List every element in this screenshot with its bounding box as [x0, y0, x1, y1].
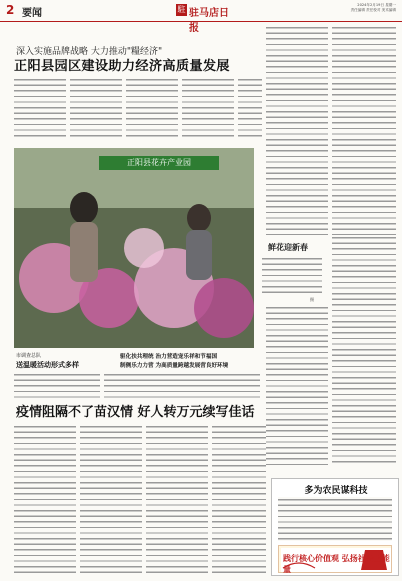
right-text-col-1: [266, 25, 328, 235]
bottom-article-title: [16, 401, 262, 420]
photo-credit: 摄: [310, 297, 314, 302]
date-info: [286, 3, 396, 13]
lead-text-col-3: [126, 77, 178, 137]
right-text-col-3: [266, 305, 328, 465]
lead-text-col-5: [238, 77, 262, 137]
section-name: 要闻: [22, 8, 42, 19]
paper-name: 驻马店日报: [189, 8, 229, 34]
lead-text-col-4: [182, 77, 234, 137]
second-left-title: 送温暖活动形式多样: [16, 361, 79, 369]
photo-caption-text: [262, 256, 322, 294]
second-mid-title-1: 驱化扶共理统 治力营造宠乐祥和节福国: [120, 354, 218, 360]
second-mid-text: [104, 372, 260, 398]
photo-caption-title: 鲜花迎新春: [268, 243, 308, 252]
bottom-text-col-1: [14, 424, 76, 574]
ad-image: [278, 545, 392, 573]
paper-logo: [176, 4, 236, 34]
lead-kicker: 深入实施品牌战略 大力推动"糧经济": [16, 47, 163, 57]
right-text-col-2: [332, 25, 396, 235]
second-left-text: [14, 372, 100, 398]
flower-photo: [14, 148, 254, 348]
second-mid-title-2: 制侧乐力力营 为高质量跨越发展营良好环境: [120, 363, 229, 369]
ad-text: [278, 497, 392, 541]
bottom-text-col-2: [80, 424, 142, 574]
lead-headline: 正阳县园区建设助力经济高质量发展: [14, 59, 230, 74]
bottom-title-text: 疫情阻隔不了苗汉情 好人转万元续写佳话: [16, 405, 255, 420]
right-text-col-4: [332, 235, 396, 465]
second-left-kicker: 市调查总队: [16, 353, 42, 359]
ad-box: [271, 478, 399, 576]
photo-banner-text: 正阳县花卉产业园: [127, 158, 191, 167]
bottom-text-col-4: [212, 424, 266, 574]
page-number: 2: [6, 3, 15, 17]
ad-title: 多为农民谋科技: [304, 486, 368, 496]
flower-photo-graphic: [14, 148, 254, 348]
lead-text-col-1: [14, 77, 66, 137]
ad-bottom-banner: 践行核心价值观 弘扬社会正能量: [283, 554, 390, 574]
masthead: [0, 0, 402, 34]
editor-line: 责任编辑 责任校对 美术编辑: [350, 8, 396, 12]
bottom-text-col-3: [146, 424, 208, 574]
lead-text-col-2: [70, 77, 122, 137]
seal-icon: 駐: [177, 5, 186, 14]
date-line: 2024年2月19日 星期一: [357, 3, 396, 7]
